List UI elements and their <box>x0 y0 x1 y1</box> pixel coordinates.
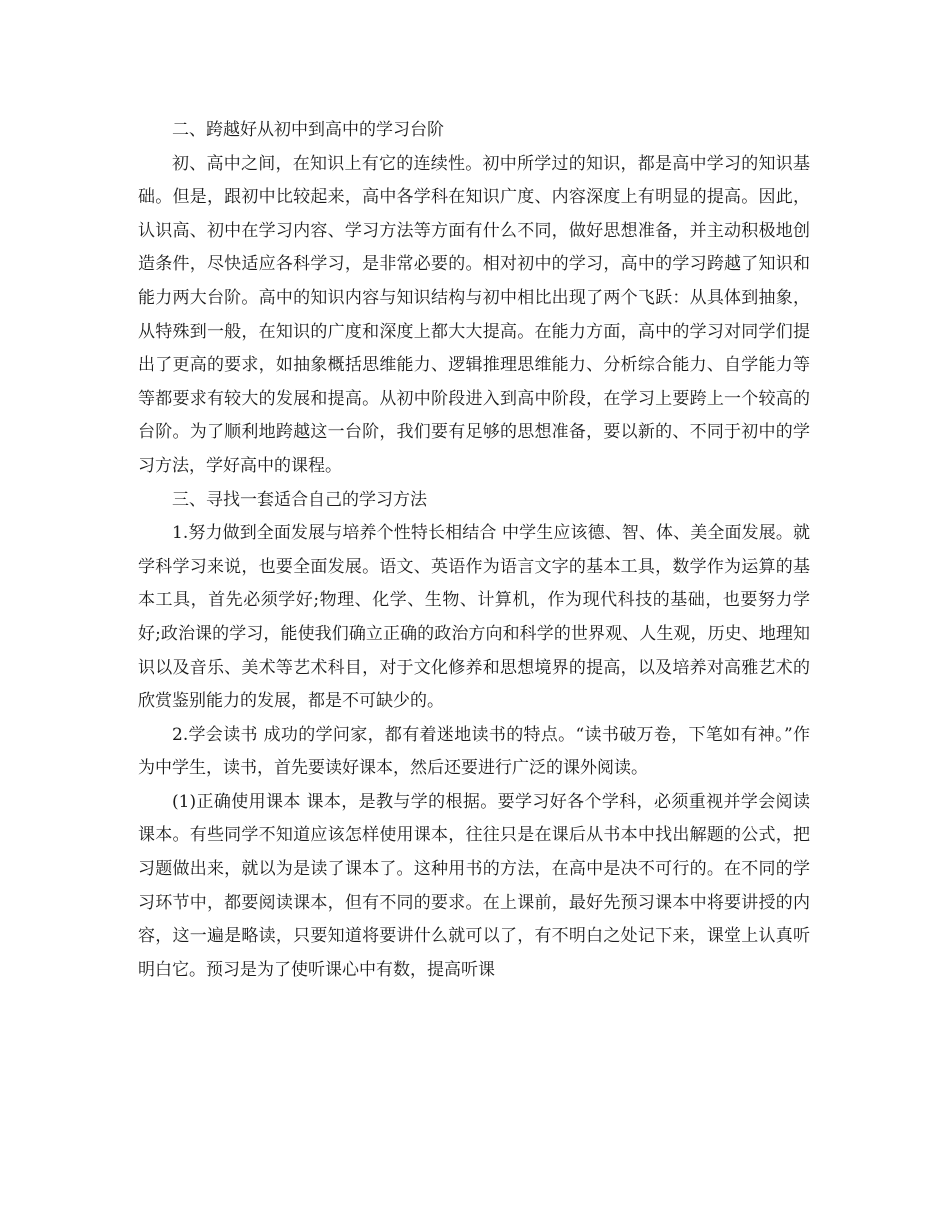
paragraph-transition: 初、高中之间，在知识上有它的连续性。初中所学过的知识，都是高中学习的知识基础。但是，跟初中比较起来，高中各学科在知识广度、内容深度上有明显的提高。因此，认识高、初中在学习内容、学习方法等方面有什么不同，做好思想准备，并主动积极地创造条件，尽快适应各科学习，是非常必要的。相对初中的学习，高中的学习跨越了知识和能力两大台阶。高中的知识内容与知识结构与初中相比出现了两个飞跃：从具体到抽象，从特殊到一般，在知识的广度和深度上都大大提高。在能力方面，高中的学习对同学们提出了更高的要求，如抽象概括思维能力、逻辑推理思维能力、分析综合能力、自学能力等等都要求有较大的发展和提高。从初中阶段进入到高中阶段，在学习上要跨上一个较高的台阶。为了顺利地跨越这一台阶，我们要有足够的思想准备，要以新的、不同于初中的学习方法，学好高中的课程。 <box>138 153 810 476</box>
document-body <box>138 114 810 987</box>
section-heading-2: 二、跨越好从初中到高中的学习台阶 <box>172 120 444 140</box>
paragraph-point-1: 1.努力做到全面发展与培养个性特长相结合 中学生应该德、智、体、美全面发展。就学科学习来说，也要全面发展。语文、英语作为语言文字的基本工具，数学作为运算的基本工具，首先必须学好;物理、化学、生物、计算机，作为现代科技的基础，也要努力学好;政治课的学习，能使我们确立正确的政治方向和科学的世界观、人生观，历史、地理知识以及音乐、美术等艺术科目，对于文化修养和思想境界的提高，以及培养对高雅艺术的欣赏鉴别能力的发展，都是不可缺少的。 <box>138 523 810 712</box>
section-heading-3: 三、寻找一套适合自己的学习方法 <box>172 489 427 510</box>
paragraph-point-2: 2.学会读书 成功的学问家，都有着迷地读书的特点。“读书破万卷，下笔如有神。”作为中学生，读书，首先要读好课本，然后还要进行广泛的课外阅读。 <box>138 724 810 779</box>
paragraph-subpoint-1: (1)正确使用课本 课本，是教与学的根据。要学习好各个学科，必须重视并学会阅读课本。有些同学不知道应该怎样使用课本，往往只是在课后从书本中找出解题的公式，把习题做出来，就以为是读了课本了。这种用书的方法，在高中是决不可行的。在不同的学习环节中，都要阅读课本，但有不同的要求。在上课前，最好先预习课本中将要讲授的内容，这一遍是略读，只要知道将要讲什么就可以了，有不明白之处记下来，课堂上认真听明白它。预习是为了使听课心中有数，提高听课 <box>138 791 810 980</box>
